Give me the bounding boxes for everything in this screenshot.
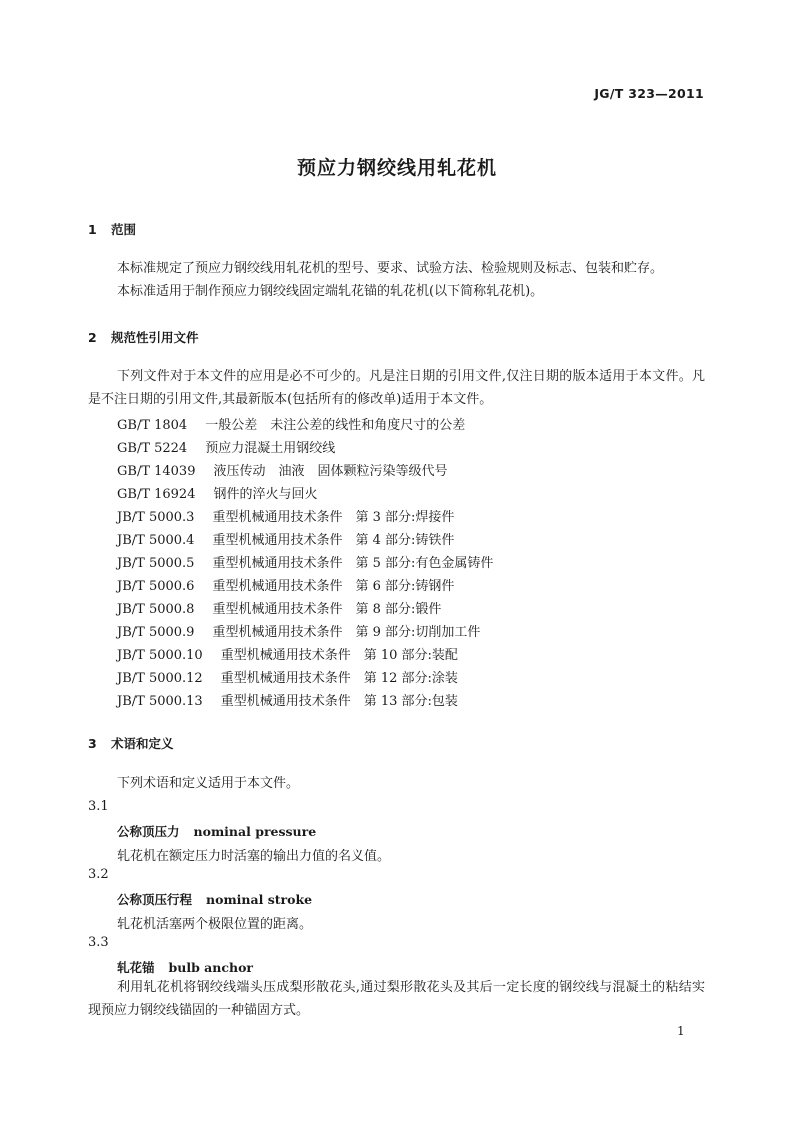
- reference-item: [117, 460, 448, 479]
- term-entry: [117, 890, 312, 908]
- reference-item: [117, 644, 458, 663]
- section-number: 3: [88, 736, 97, 751]
- reference-code: JB/T 5000.3: [117, 510, 195, 525]
- reference-title: 重型机械通用技术条件 第 5 部分:有色金属铸件: [212, 556, 494, 571]
- term-definition: 轧花机在额定压力时活塞的输出力值的名义值。: [117, 849, 391, 864]
- reference-code: JB/T 5000.4: [117, 533, 195, 548]
- reference-item: [117, 667, 458, 686]
- reference-title: 重型机械通用技术条件 第 13 部分:包装: [220, 694, 458, 709]
- reference-title: 液压传动 油液 固体颗粒污染等级代号: [213, 464, 448, 479]
- section-heading-scope: [88, 220, 136, 238]
- reference-code: JB/T 5000.8: [117, 602, 195, 617]
- reference-item: [117, 483, 318, 502]
- section-title: 术语和定义: [111, 736, 174, 751]
- document-title: 预应力钢绞线用轧花机: [296, 157, 497, 179]
- term-chinese: 轧花锚: [117, 960, 155, 975]
- term-english: nominal pressure: [193, 824, 317, 839]
- page-number: 1: [677, 1024, 685, 1038]
- reference-title: 重型机械通用技术条件 第 10 部分:装配: [220, 648, 458, 663]
- reference-code: JB/T 5000.9: [117, 625, 195, 640]
- reference-title: 重型机械通用技术条件 第 12 部分:涂装: [220, 671, 458, 686]
- reference-item: [117, 414, 465, 433]
- reference-item: [117, 690, 458, 709]
- section-number: 1: [88, 222, 97, 237]
- clause-number: 3.3: [88, 935, 109, 950]
- term-english: bulb anchor: [168, 960, 253, 975]
- standard-code: JG/T 323—2011: [594, 86, 704, 101]
- reference-code: GB/T 1804: [117, 418, 188, 433]
- clause-number: 3.1: [88, 799, 109, 814]
- reference-title: 重型机械通用技术条件 第 9 部分:切削加工件: [212, 625, 481, 640]
- term-english: nominal stroke: [206, 892, 313, 907]
- term-chinese: 公称顶压行程: [117, 892, 193, 907]
- term-definition: 利用轧花机将钢绞线端头压成梨形散花头,通过梨形散花头及其后一定长度的钢绞线与混凝土的粘结实现预应力钢绞线锚固的一种锚固方式。: [88, 980, 705, 1018]
- references-intro-paragraph: 下列文件对于本文件的应用是必不可少的。凡是注日期的引用文件,仅注日期的版本适用于本文件。凡是不注日期的引用文件,其最新版本(包括所有的修改单)适用于本文件。: [88, 369, 705, 407]
- section-number: 2: [88, 330, 97, 345]
- reference-code: JB/T 5000.6: [117, 579, 195, 594]
- reference-item: [117, 621, 480, 640]
- reference-title: 一般公差 未注公差的线性和角度尺寸的公差: [205, 418, 466, 433]
- section-title: 范围: [111, 222, 137, 237]
- term-entry: [117, 822, 316, 840]
- reference-title: 重型机械通用技术条件 第 4 部分:铸铁件: [212, 533, 455, 548]
- reference-code: JB/T 5000.5: [117, 556, 195, 571]
- section-title: 规范性引用文件: [111, 330, 199, 345]
- clause-number: 3.2: [88, 867, 109, 882]
- reference-item: [117, 437, 335, 456]
- reference-code: GB/T 14039: [117, 464, 196, 479]
- term-definition: 轧花机活塞两个极限位置的距离。: [117, 917, 313, 932]
- section-heading-normative-references: [88, 328, 199, 346]
- reference-item: [117, 575, 454, 594]
- reference-title: 重型机械通用技术条件 第 6 部分:铸钢件: [212, 579, 455, 594]
- reference-item: [117, 598, 441, 617]
- term-chinese: 公称顶压力: [117, 824, 180, 839]
- terms-intro-paragraph: 下列术语和定义适用于本文件。: [117, 776, 300, 791]
- scope-paragraph-2: 本标准适用于制作预应力钢绞线固定端轧花锚的轧花机(以下简称轧花机)。: [117, 284, 544, 299]
- reference-title: 重型机械通用技术条件 第 8 部分:锻件: [212, 602, 442, 617]
- term-entry: [117, 958, 253, 976]
- reference-item: [117, 529, 454, 548]
- reference-code: JB/T 5000.10: [117, 648, 203, 663]
- reference-code: GB/T 5224: [117, 441, 188, 456]
- reference-code: JB/T 5000.13: [117, 694, 203, 709]
- reference-code: GB/T 16924: [117, 487, 196, 502]
- reference-item: [117, 552, 493, 571]
- scope-paragraph-1: 本标准规定了预应力钢绞线用轧花机的型号、要求、试验方法、检验规则及标志、包装和贮存。: [117, 261, 664, 276]
- reference-title: 重型机械通用技术条件 第 3 部分:焊接件: [212, 510, 455, 525]
- reference-title: 钢件的淬火与回火: [213, 487, 318, 502]
- reference-item: [117, 506, 454, 525]
- reference-title: 预应力混凝土用钢绞线: [205, 441, 336, 456]
- section-heading-terms-definitions: [88, 734, 174, 752]
- reference-code: JB/T 5000.12: [117, 671, 203, 686]
